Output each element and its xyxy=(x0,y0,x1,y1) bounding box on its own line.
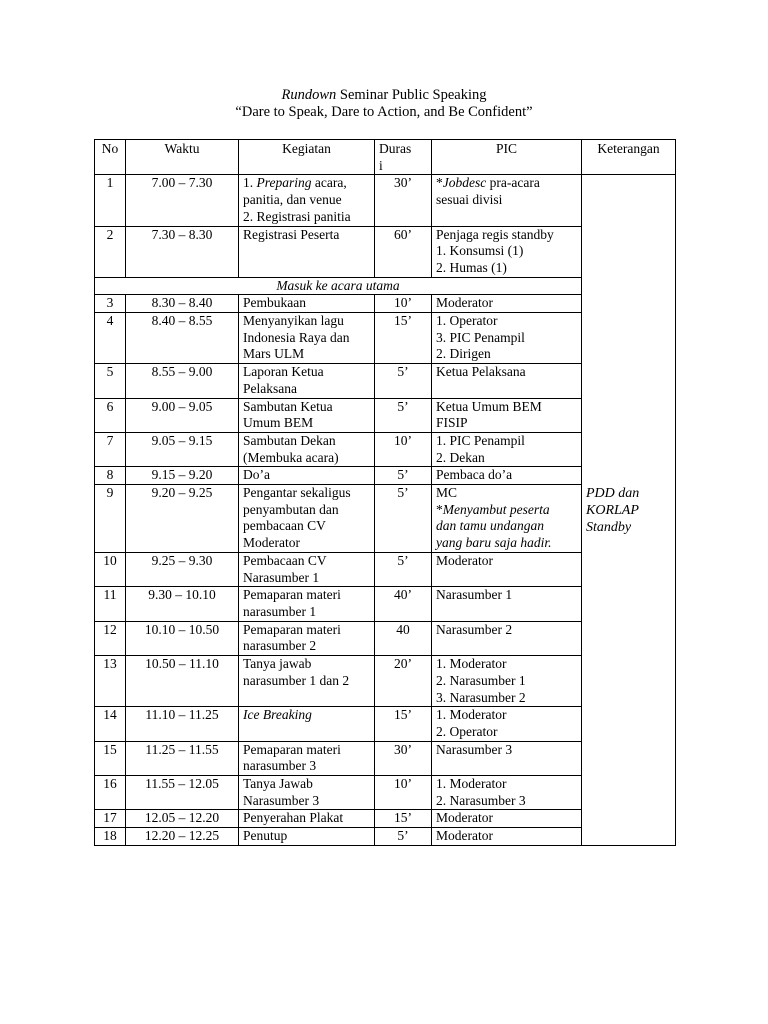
pic-line: dan tamu undangan xyxy=(436,518,544,534)
cell-kegiatan xyxy=(239,398,375,432)
kegiatan-line: narasumber 1 xyxy=(243,603,317,619)
cell-waktu: 11.10 – 11.25 xyxy=(126,707,239,741)
pic-star: * xyxy=(436,175,443,191)
pic-line: 3. PIC Penampil xyxy=(436,329,525,345)
pic-line: 1. Konsumsi (1) xyxy=(436,243,524,259)
cell-pic: Narasumber 1 xyxy=(432,587,582,621)
cell-no: 1 xyxy=(95,175,126,226)
kegiatan-line: Laporan Ketua xyxy=(243,364,324,380)
cell-waktu: 9.15 – 9.20 xyxy=(126,467,239,485)
pic-line: Ketua Umum BEM xyxy=(436,398,542,414)
pic-line: 2. Operator xyxy=(436,723,498,739)
pic-line: 1. Operator xyxy=(436,313,498,329)
cell-kegiatan xyxy=(239,364,375,398)
cell-waktu: 8.30 – 8.40 xyxy=(126,295,239,313)
header-pic: PIC xyxy=(432,140,582,175)
pic-line: FISIP xyxy=(436,415,468,431)
cell-waktu: 10.50 – 11.10 xyxy=(126,656,239,707)
pic-line: MC xyxy=(436,485,458,501)
cell-kegiatan: Penutup xyxy=(239,828,375,846)
pic-line xyxy=(436,502,577,519)
pic-line: sesuai divisi xyxy=(436,192,503,208)
cell-no: 5 xyxy=(95,364,126,398)
cell-waktu: 9.00 – 9.05 xyxy=(126,398,239,432)
cell-kegiatan xyxy=(239,587,375,621)
kegiatan-line: narasumber 1 dan 2 xyxy=(243,672,350,688)
kegiatan-line: Narasumber 3 xyxy=(243,792,320,808)
cell-waktu: 8.40 – 8.55 xyxy=(126,313,239,364)
kegiatan-line: Menyanyikan lagu xyxy=(243,313,344,329)
keterangan-line: KORLAP xyxy=(586,502,639,518)
cell-durasi: 20’ xyxy=(375,656,432,707)
cell-durasi: 5’ xyxy=(375,364,432,398)
cell-durasi: 5’ xyxy=(375,485,432,553)
cell-no: 16 xyxy=(95,776,126,810)
cell-pic xyxy=(432,656,582,707)
pic-italic: Menyambut peserta xyxy=(442,501,550,517)
cell-kegiatan xyxy=(239,552,375,586)
kegiatan-line: Pemaparan materi xyxy=(243,621,341,637)
cell-waktu: 9.20 – 9.25 xyxy=(126,485,239,553)
kegiatan-line: pembacaan CV xyxy=(243,518,326,534)
cell-durasi: 60’ xyxy=(375,226,432,277)
cell-kegiatan xyxy=(239,432,375,466)
cell-kegiatan xyxy=(239,313,375,364)
header-no: No xyxy=(95,140,126,175)
table-row xyxy=(95,175,676,226)
kegiatan-italic: Preparing xyxy=(256,175,312,191)
cell-no: 12 xyxy=(95,621,126,655)
kegiatan-line: 2. Registrasi panitia xyxy=(243,208,351,224)
cell-pic xyxy=(432,485,582,553)
cell-pic: Narasumber 3 xyxy=(432,741,582,775)
cell-kegiatan xyxy=(239,741,375,775)
pic-line: 2. Dirigen xyxy=(436,346,491,362)
cell-pic: Moderator xyxy=(432,552,582,586)
cell-pic: Pembaca do’a xyxy=(432,467,582,485)
pic-line: 2. Humas (1) xyxy=(436,259,507,275)
cell-durasi: 30’ xyxy=(375,741,432,775)
cell-durasi: 5’ xyxy=(375,398,432,432)
cell-pic: Moderator xyxy=(432,295,582,313)
cell-no: 14 xyxy=(95,707,126,741)
pic-line: 2. Dekan xyxy=(436,449,485,465)
cell-kegiatan xyxy=(239,175,375,226)
kegiatan-line: Indonesia Raya dan xyxy=(243,329,350,345)
cell-durasi: 40’ xyxy=(375,587,432,621)
pic-line: 1. Moderator xyxy=(436,776,507,792)
cell-pic: Ketua Pelaksana xyxy=(432,364,582,398)
header-durasi xyxy=(375,140,432,175)
cell-waktu: 9.30 – 10.10 xyxy=(126,587,239,621)
kegiatan-line: Sambutan Ketua xyxy=(243,398,333,414)
kegiatan-num: 1. xyxy=(243,175,257,191)
cell-no: 15 xyxy=(95,741,126,775)
cell-durasi: 30’ xyxy=(375,175,432,226)
kegiatan-line: Pelaksana xyxy=(243,380,297,396)
cell-durasi: 10’ xyxy=(375,295,432,313)
kegiatan-line: narasumber 2 xyxy=(243,638,317,654)
pic-rest: pra-acara xyxy=(486,175,540,191)
cell-no: 6 xyxy=(95,398,126,432)
cell-kegiatan xyxy=(239,621,375,655)
keterangan-line: PDD dan xyxy=(586,485,640,501)
cell-durasi: 5’ xyxy=(375,467,432,485)
table-header-row xyxy=(95,140,676,175)
cell-kegiatan: Ice Breaking xyxy=(239,707,375,741)
cell-waktu: 12.05 – 12.20 xyxy=(126,810,239,828)
kegiatan-rest: acara, xyxy=(311,175,347,191)
rundown-table xyxy=(94,139,676,846)
cell-pic xyxy=(432,226,582,277)
cell-durasi: 15’ xyxy=(375,707,432,741)
pic-line xyxy=(436,175,577,192)
cell-no: 3 xyxy=(95,295,126,313)
cell-waktu: 8.55 – 9.00 xyxy=(126,364,239,398)
cell-pic xyxy=(432,175,582,226)
header-keterangan: Keterangan xyxy=(582,140,676,175)
cell-no: 17 xyxy=(95,810,126,828)
cell-waktu: 11.25 – 11.55 xyxy=(126,741,239,775)
cell-kegiatan: Registrasi Peserta xyxy=(239,226,375,277)
kegiatan-line: Mars ULM xyxy=(243,346,305,362)
cell-durasi: 15’ xyxy=(375,810,432,828)
cell-waktu: 9.25 – 9.30 xyxy=(126,552,239,586)
pic-star: * xyxy=(436,501,443,517)
pic-line: 1. PIC Penampil xyxy=(436,432,525,448)
kegiatan-line: penyambutan dan xyxy=(243,501,339,517)
cell-no: 10 xyxy=(95,552,126,586)
document-subtitle: “Dare to Speak, Dare to Action, and Be Confident” xyxy=(235,104,533,120)
kegiatan-line: Tanya Jawab xyxy=(243,776,313,792)
cell-waktu: 9.05 – 9.15 xyxy=(126,432,239,466)
cell-durasi: 10’ xyxy=(375,432,432,466)
pic-line: 3. Narasumber 2 xyxy=(436,689,526,705)
cell-kegiatan: Pembukaan xyxy=(239,295,375,313)
header-kegiatan: Kegiatan xyxy=(239,140,375,175)
cell-pic: Moderator xyxy=(432,828,582,846)
kegiatan-line: Moderator xyxy=(243,535,300,551)
kegiatan-line: (Membuka acara) xyxy=(243,449,339,465)
kegiatan-line: Narasumber 1 xyxy=(243,569,320,585)
pic-line: Penjaga regis standby xyxy=(436,226,554,242)
cell-waktu: 10.10 – 10.50 xyxy=(126,621,239,655)
cell-pic xyxy=(432,776,582,810)
cell-no: 11 xyxy=(95,587,126,621)
cell-durasi: 40 xyxy=(375,621,432,655)
cell-kegiatan xyxy=(239,776,375,810)
cell-durasi: 15’ xyxy=(375,313,432,364)
keterangan-line: Standby xyxy=(586,519,632,535)
kegiatan-line: Pemaparan materi xyxy=(243,741,341,757)
kegiatan-line: Pemaparan materi xyxy=(243,587,341,603)
cell-kegiatan: Do’a xyxy=(239,467,375,485)
cell-kegiatan xyxy=(239,656,375,707)
pic-line: 1. Moderator xyxy=(436,656,507,672)
pic-line: 2. Narasumber 3 xyxy=(436,792,526,808)
kegiatan-line: Tanya jawab xyxy=(243,656,312,672)
cell-waktu: 7.00 – 7.30 xyxy=(126,175,239,226)
cell-pic xyxy=(432,398,582,432)
cell-keterangan xyxy=(582,175,676,845)
cell-waktu: 11.55 – 12.05 xyxy=(126,776,239,810)
header-durasi-line1: Duras xyxy=(379,141,412,156)
kegiatan-line xyxy=(243,175,370,192)
cell-no: 2 xyxy=(95,226,126,277)
cell-durasi: 5’ xyxy=(375,552,432,586)
cell-pic xyxy=(432,313,582,364)
cell-no: 13 xyxy=(95,656,126,707)
cell-kegiatan xyxy=(239,485,375,553)
header-waktu: Waktu xyxy=(126,140,239,175)
cell-pic xyxy=(432,432,582,466)
kegiatan-line: panitia, dan venue xyxy=(243,192,342,208)
pic-line: yang baru saja hadir. xyxy=(436,535,552,551)
cell-no: 9 xyxy=(95,485,126,553)
cell-kegiatan: Penyerahan Plakat xyxy=(239,810,375,828)
cell-waktu: 12.20 – 12.25 xyxy=(126,828,239,846)
cell-no: 18 xyxy=(95,828,126,846)
cell-waktu: 7.30 – 8.30 xyxy=(126,226,239,277)
kegiatan-line: Pembacaan CV xyxy=(243,552,327,568)
pic-line: 1. Moderator xyxy=(436,707,507,723)
kegiatan-line: Pengantar sekaligus xyxy=(243,485,351,501)
kegiatan-line: narasumber 3 xyxy=(243,758,317,774)
pic-italic: Jobdesc xyxy=(442,175,487,191)
header-durasi-line2: i xyxy=(379,157,383,173)
section-label: Masuk ke acara utama xyxy=(95,277,582,295)
cell-no: 4 xyxy=(95,313,126,364)
cell-no: 8 xyxy=(95,467,126,485)
cell-no: 7 xyxy=(95,432,126,466)
cell-pic: Moderator xyxy=(432,810,582,828)
cell-pic: Narasumber 2 xyxy=(432,621,582,655)
title-italic-word: Rundown xyxy=(281,87,337,103)
cell-durasi: 10’ xyxy=(375,776,432,810)
cell-durasi: 5’ xyxy=(375,828,432,846)
document-title xyxy=(0,87,768,104)
cell-pic xyxy=(432,707,582,741)
kegiatan-line: Umum BEM xyxy=(243,415,314,431)
kegiatan-line: Sambutan Dekan xyxy=(243,432,336,448)
pic-line: 2. Narasumber 1 xyxy=(436,672,526,688)
title-rest: Seminar Public Speaking xyxy=(336,87,487,103)
